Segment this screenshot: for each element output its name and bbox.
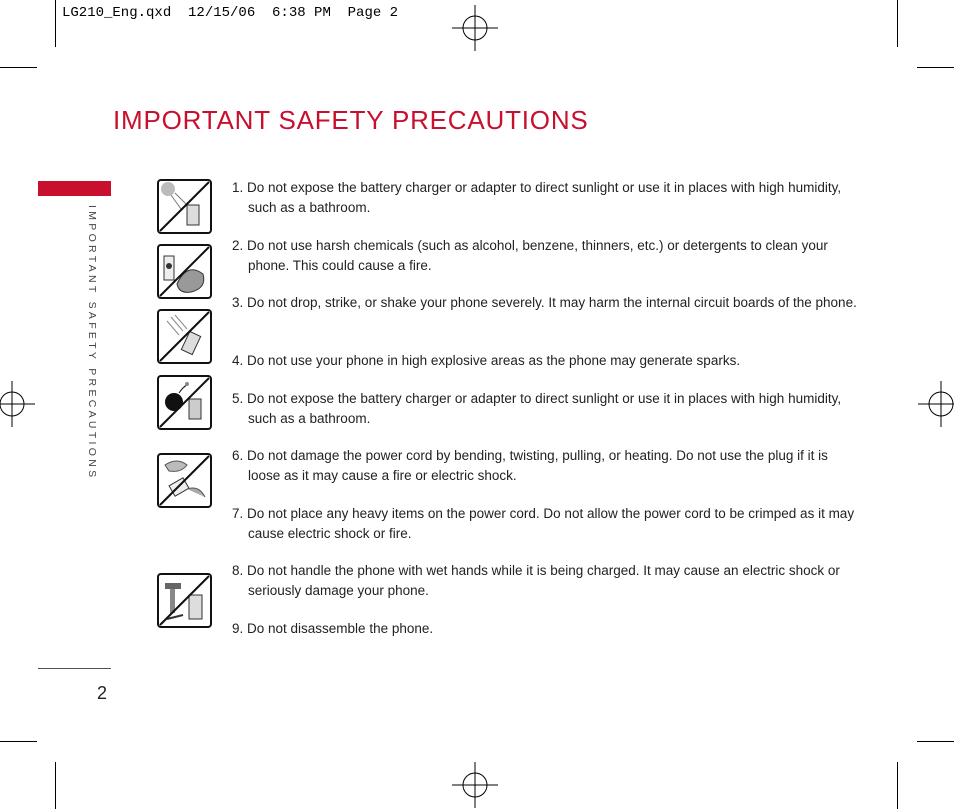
section-side-label: IMPORTANT SAFETY PRECAUTIONS <box>86 205 98 481</box>
footer-rule <box>38 668 111 669</box>
cord-damage-prohibited-icon <box>157 453 212 508</box>
list-item: 6. Do not damage the power cord by bending, twisting, pulling, or heating. Do not use the plug if it is loose as it may cause a fire or electric shock. <box>232 448 828 483</box>
list-item: 8. Do not handle the phone with wet hands while it is being charged. It may cause an electric shock or seriously damage your phone. <box>232 563 840 598</box>
crop-mark <box>897 0 898 47</box>
list-item: 9. Do not disassemble the phone. <box>232 621 434 636</box>
registration-mark-icon <box>918 381 954 427</box>
file-slug: LG210_Eng.qxd 12/15/06 6:38 PM Page 2 <box>62 5 399 21</box>
section-tab-bar <box>38 181 111 196</box>
crop-mark <box>0 741 37 742</box>
crop-mark <box>917 741 954 742</box>
page-title: IMPORTANT SAFETY PRECAUTIONS <box>113 105 589 135</box>
list-item: 7. Do not place any heavy items on the power cord. Do not allow the power cord to be crimped as it may cause electric shock or fire. <box>232 506 855 541</box>
sunlight-prohibited-icon <box>157 179 212 234</box>
registration-mark-icon <box>452 762 498 808</box>
explosive-prohibited-icon <box>157 375 212 430</box>
registration-mark-icon <box>0 381 35 427</box>
registration-mark-icon <box>452 5 498 51</box>
list-item: 4. Do not use your phone in high explosive areas as the phone may generate sparks. <box>232 353 741 368</box>
list-item: 1. Do not expose the battery charger or adapter to direct sunlight or use it in places with high humidity, such as a bathroom. <box>232 180 842 215</box>
crop-mark <box>897 762 898 809</box>
list-item: 3. Do not drop, strike, or shake your phone severely. It may harm the internal circuit boards of the phone. <box>232 295 857 310</box>
crop-mark <box>917 67 954 68</box>
chemicals-prohibited-icon <box>157 244 212 299</box>
crop-mark <box>55 762 56 809</box>
page-number: 2 <box>97 683 108 703</box>
disassemble-prohibited-icon <box>157 573 212 628</box>
list-item: 5. Do not expose the battery charger or adapter to direct sunlight or use it in places with high humidity, such as a bathroom. <box>232 391 842 426</box>
drop-prohibited-icon <box>157 309 212 364</box>
crop-mark <box>0 67 37 68</box>
crop-mark <box>55 0 56 47</box>
list-item: 2. Do not use harsh chemicals (such as alcohol, benzene, thinners, etc.) or detergents to clean your phone. This could cause a fire. <box>232 238 828 273</box>
